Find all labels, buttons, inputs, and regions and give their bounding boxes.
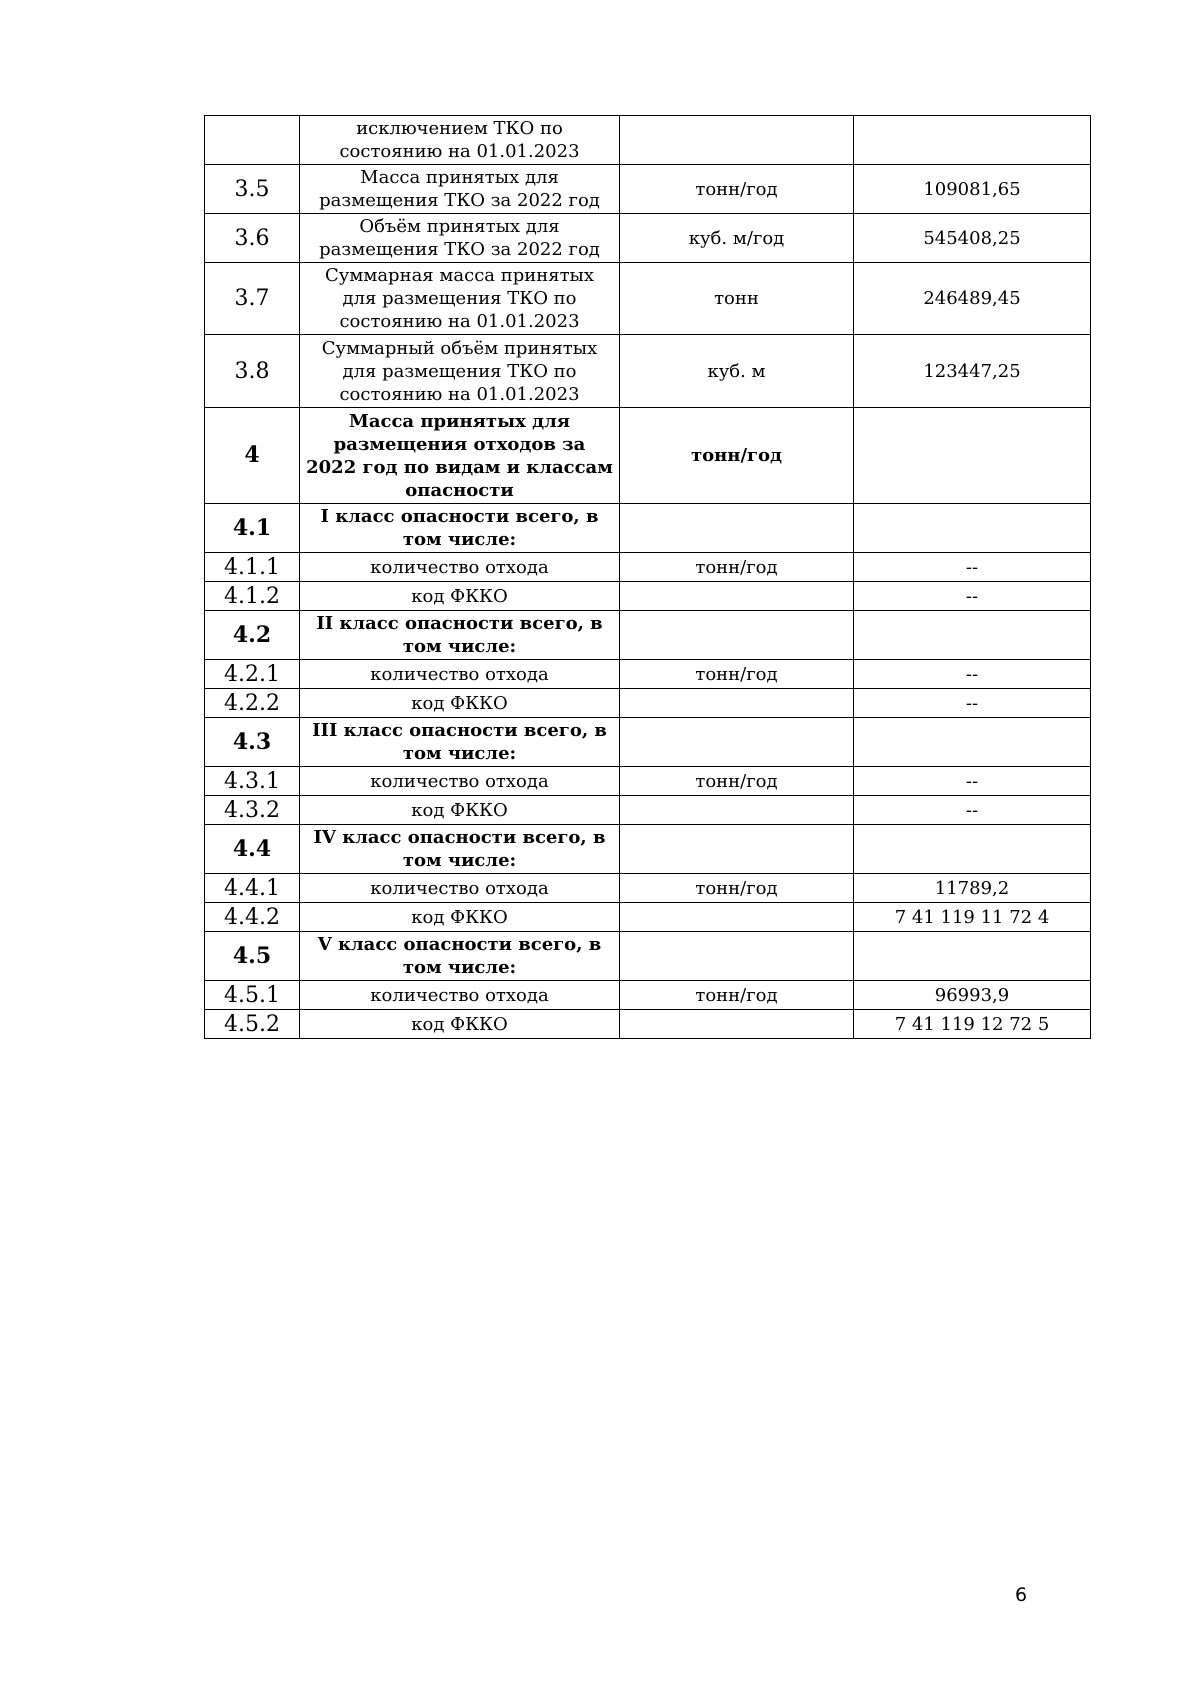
row-unit-cell: куб. м xyxy=(620,335,854,408)
row-number-cell: 4.2 xyxy=(205,611,300,660)
row-unit-cell: тонн/год xyxy=(620,981,854,1010)
row-unit-cell: тонн/год xyxy=(620,408,854,504)
row-name-cell: V класс опасности всего, в том числе: xyxy=(300,932,620,981)
row-value-cell xyxy=(854,718,1091,767)
row-number-cell: 4.5.2 xyxy=(205,1010,300,1039)
row-unit-cell xyxy=(620,796,854,825)
table-row xyxy=(205,504,1091,553)
row-unit-cell: тонн/год xyxy=(620,660,854,689)
row-name-cell: количество отхода xyxy=(300,553,620,582)
row-unit-cell xyxy=(620,689,854,718)
table-row xyxy=(205,116,1091,165)
row-name-cell: Масса принятых для размещения отходов за 2022 год по видам и классам опасности xyxy=(300,408,620,504)
row-number-cell: 3.7 xyxy=(205,263,300,335)
row-value-cell: 246489,45 xyxy=(854,263,1091,335)
row-value-cell: -- xyxy=(854,582,1091,611)
row-number-cell: 4.4.2 xyxy=(205,903,300,932)
row-number-cell: 3.5 xyxy=(205,165,300,214)
row-name-cell: код ФККО xyxy=(300,1010,620,1039)
row-value-cell: 109081,65 xyxy=(854,165,1091,214)
row-value-cell xyxy=(854,825,1091,874)
table-row xyxy=(205,263,1091,335)
row-unit-cell xyxy=(620,116,854,165)
row-unit-cell xyxy=(620,932,854,981)
table-row xyxy=(205,767,1091,796)
table-row xyxy=(205,214,1091,263)
row-number-cell: 4.3.2 xyxy=(205,796,300,825)
row-number-cell: 4.2.1 xyxy=(205,660,300,689)
row-name-cell: III класс опасности всего, в том числе: xyxy=(300,718,620,767)
row-value-cell xyxy=(854,408,1091,504)
row-number-cell: 4.3.1 xyxy=(205,767,300,796)
row-value-cell: -- xyxy=(854,553,1091,582)
row-number-cell: 4.4 xyxy=(205,825,300,874)
row-value-cell: 123447,25 xyxy=(854,335,1091,408)
row-unit-cell xyxy=(620,611,854,660)
row-unit-cell xyxy=(620,825,854,874)
row-value-cell xyxy=(854,116,1091,165)
table-row xyxy=(205,1010,1091,1039)
row-name-cell: Объём принятых для размещения ТКО за 2022 год xyxy=(300,214,620,263)
table-body xyxy=(205,116,1091,1039)
row-value-cell: -- xyxy=(854,660,1091,689)
row-unit-cell: тонн/год xyxy=(620,874,854,903)
row-number-cell: 4.5.1 xyxy=(205,981,300,1010)
row-number-cell: 4.1.1 xyxy=(205,553,300,582)
row-value-cell: 96993,9 xyxy=(854,981,1091,1010)
row-value-cell xyxy=(854,611,1091,660)
row-value-cell xyxy=(854,504,1091,553)
row-number-cell: 4.1 xyxy=(205,504,300,553)
table-row xyxy=(205,718,1091,767)
row-name-cell: IV класс опасности всего, в том числе: xyxy=(300,825,620,874)
row-name-cell: количество отхода xyxy=(300,874,620,903)
row-name-cell: Суммарный объём принятых для размещения ТКО по состоянию на 01.01.2023 xyxy=(300,335,620,408)
table-row xyxy=(205,874,1091,903)
row-number-cell: 4 xyxy=(205,408,300,504)
row-value-cell: 7 41 119 11 72 4 xyxy=(854,903,1091,932)
row-name-cell: I класс опасности всего, в том числе: xyxy=(300,504,620,553)
table-row xyxy=(205,660,1091,689)
row-name-cell: II класс опасности всего, в том числе: xyxy=(300,611,620,660)
row-unit-cell: тонн xyxy=(620,263,854,335)
row-unit-cell: куб. м/год xyxy=(620,214,854,263)
page-number: 6 xyxy=(1015,1584,1028,1606)
row-value-cell: -- xyxy=(854,767,1091,796)
row-name-cell: количество отхода xyxy=(300,660,620,689)
row-unit-cell xyxy=(620,504,854,553)
row-name-cell: код ФККО xyxy=(300,689,620,718)
table-row xyxy=(205,981,1091,1010)
data-table xyxy=(204,115,1091,1039)
row-value-cell: 545408,25 xyxy=(854,214,1091,263)
row-value-cell: -- xyxy=(854,796,1091,825)
row-value-cell xyxy=(854,932,1091,981)
row-number-cell: 4.2.2 xyxy=(205,689,300,718)
row-name-cell: Суммарная масса принятых для размещения ТКО по состоянию на 01.01.2023 xyxy=(300,263,620,335)
row-number-cell: 3.8 xyxy=(205,335,300,408)
row-number-cell: 4.5 xyxy=(205,932,300,981)
table-row xyxy=(205,903,1091,932)
row-name-cell: код ФККО xyxy=(300,582,620,611)
table-row xyxy=(205,165,1091,214)
row-name-cell: код ФККО xyxy=(300,903,620,932)
table-row xyxy=(205,796,1091,825)
row-unit-cell: тонн/год xyxy=(620,767,854,796)
table-row xyxy=(205,582,1091,611)
row-number-cell: 3.6 xyxy=(205,214,300,263)
row-number-cell xyxy=(205,116,300,165)
row-unit-cell: тонн/год xyxy=(620,165,854,214)
table-row xyxy=(205,408,1091,504)
row-value-cell: 7 41 119 12 72 5 xyxy=(854,1010,1091,1039)
row-unit-cell xyxy=(620,903,854,932)
row-name-cell: код ФККО xyxy=(300,796,620,825)
table-row xyxy=(205,611,1091,660)
row-unit-cell xyxy=(620,718,854,767)
row-name-cell: исключением ТКО по состоянию на 01.01.2023 xyxy=(300,116,620,165)
table-row xyxy=(205,689,1091,718)
row-unit-cell xyxy=(620,1010,854,1039)
table-row xyxy=(205,553,1091,582)
row-name-cell: количество отхода xyxy=(300,767,620,796)
row-number-cell: 4.3 xyxy=(205,718,300,767)
row-name-cell: количество отхода xyxy=(300,981,620,1010)
row-unit-cell: тонн/год xyxy=(620,553,854,582)
row-unit-cell xyxy=(620,582,854,611)
table-row xyxy=(205,932,1091,981)
row-value-cell: -- xyxy=(854,689,1091,718)
row-name-cell: Масса принятых для размещения ТКО за 2022 год xyxy=(300,165,620,214)
table-row xyxy=(205,825,1091,874)
row-value-cell: 11789,2 xyxy=(854,874,1091,903)
table-row xyxy=(205,335,1091,408)
row-number-cell: 4.4.1 xyxy=(205,874,300,903)
row-number-cell: 4.1.2 xyxy=(205,582,300,611)
